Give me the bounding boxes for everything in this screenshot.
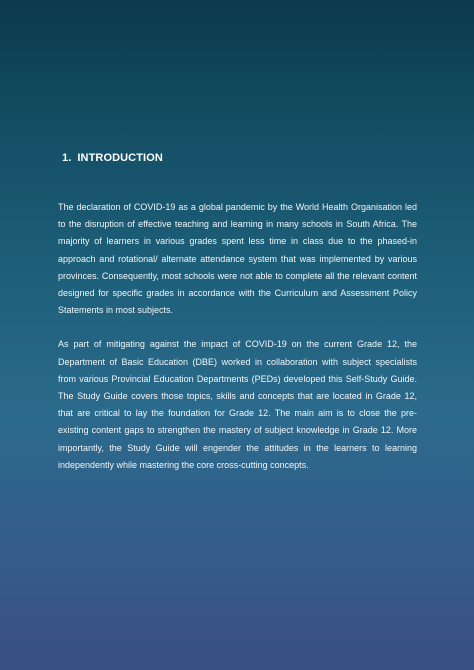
section-number: 1. [62,152,72,164]
paragraph-2: As part of mitigating against the impact of COVID-19 on the current Grade 12, the Department of Basic Education (DBE) worked in collaboration with subject specialists from various Provincial Education Departments (PEDs) developed this Self-Study Guide. The Study Guide covers those topics, skills and concepts that are located in Grade 12, that are critical to lay the foundation for Grade 12. The main aim is to close the pre-existing content gaps to strengthen the mastery of subject knowledge in Grade 12. More importantly, the Study Guide will engender the attitudes in the learners to learning independently while mastering the core cross-cutting concepts. [58,339,417,470]
section-heading [62,152,163,164]
body-text [58,199,417,474]
section-title: INTRODUCTION [77,152,163,164]
paragraph-1: The declaration of COVID-19 as a global pandemic by the World Health Organisation led to the disruption of effective teaching and learning in many schools in South Africa. The majority of learners in various grades spent less time in class due to the phased-in approach and rotational/ alternate attendance system that was implemented by various provinces. Consequently, most schools were not able to complete all the relevant content designed for specific grades in accordance with the Curriculum and Assessment Policy Statements in most subjects. [58,202,417,316]
